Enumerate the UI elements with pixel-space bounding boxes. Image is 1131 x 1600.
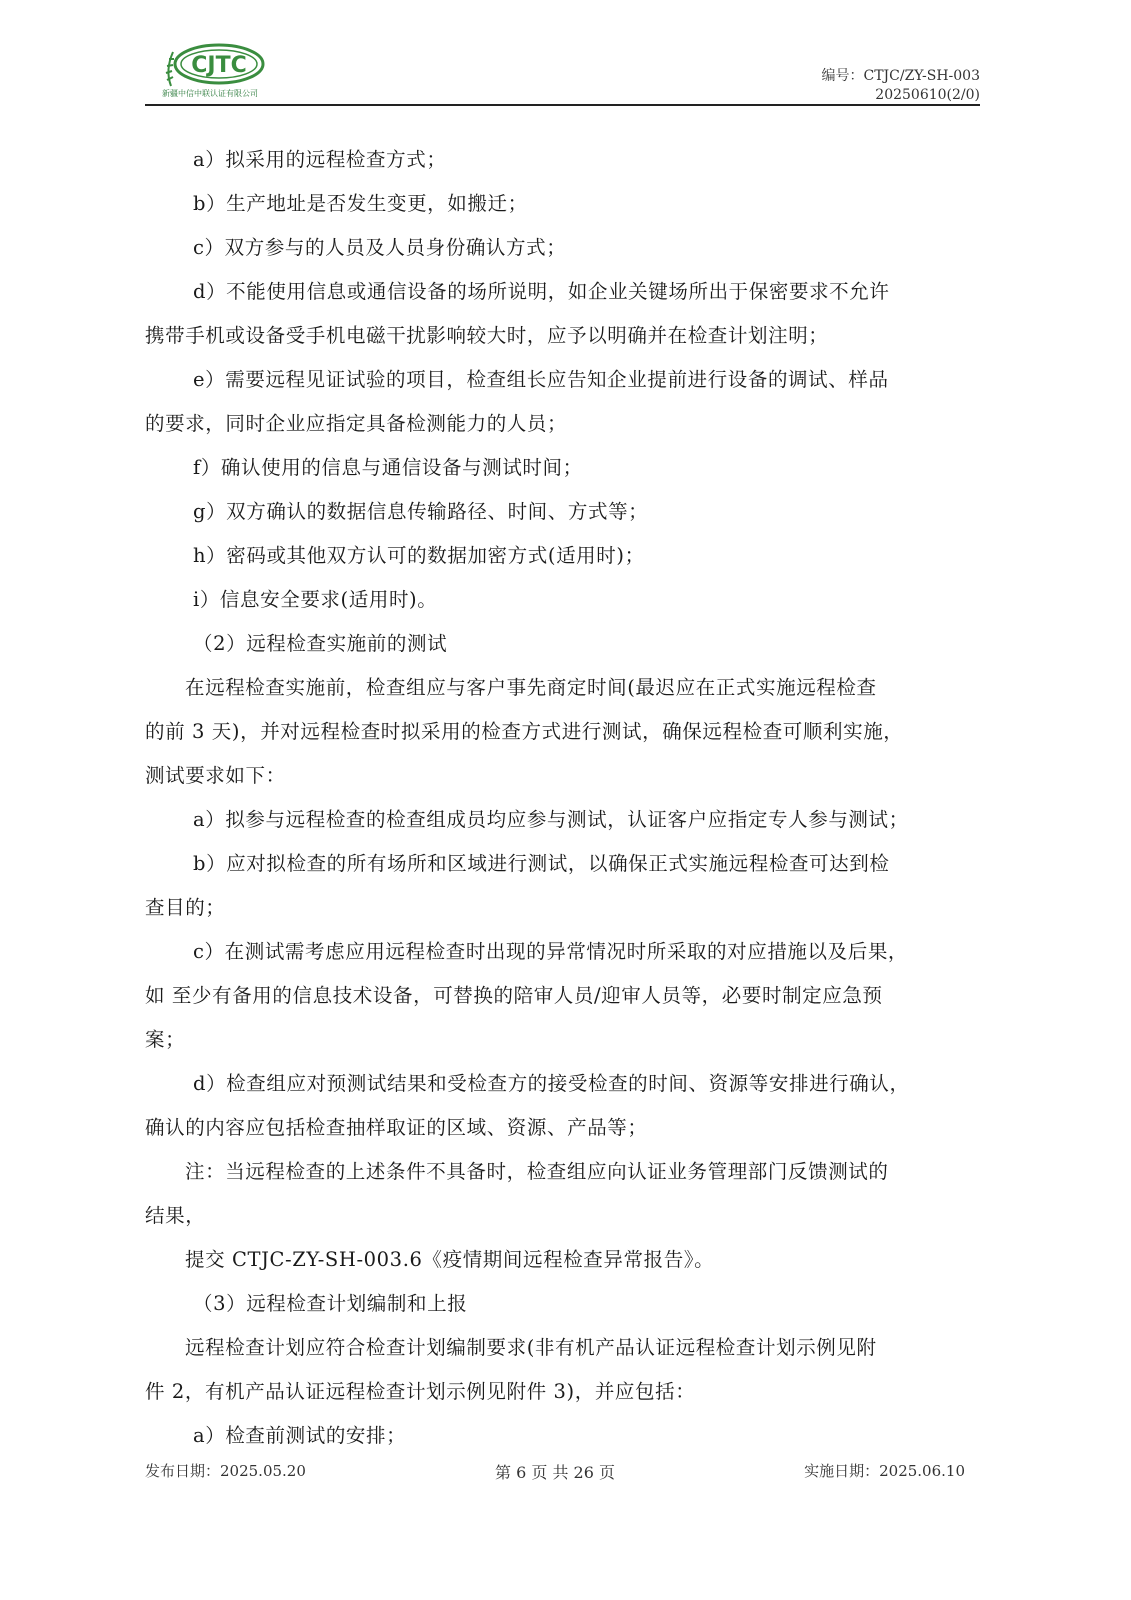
page-number: 第 6 页 共 26 页 [495,1463,615,1482]
document-version: 20250610(2/0) [875,87,980,103]
paragraph-line: 远程检查计划应符合检查计划编制要求(非有机产品认证远程检查计划示例见附 [185,1336,877,1359]
document-number: 编号：CTJC/ZY-SH-003 [821,68,980,84]
paragraph-line: 确认的内容应包括检查抽样取证的区域、资源、产品等； [145,1116,648,1139]
list-item: b）生产地址是否发生变更，如搬迁； [193,192,528,215]
list-item: f）确认使用的信息与通信设备与测试时间； [193,456,583,479]
paragraph-line: 结果， [145,1204,206,1227]
effective-date: 实施日期：2025.06.10 [804,1462,965,1480]
page-header [145,36,980,108]
note-line: 注：当远程检查的上述条件不具备时，检查组应向认证业务管理部门反馈测试的 [185,1160,889,1183]
logo-text: CJTC [191,53,247,78]
issue-date: 发布日期：2025.05.20 [145,1462,306,1480]
list-item: g）双方确认的数据信息传输路径、时间、方式等； [193,500,649,523]
paragraph-line: 的要求，同时企业应指定具备检测能力的人员； [145,412,568,435]
list-item: b）应对拟检查的所有场所和区域进行测试，以确保正式实施远程检查可达到检 [193,852,890,875]
list-item: a）拟参与远程检查的检查组成员均应参与测试，认证客户应指定专人参与测试； [193,808,909,831]
list-item: e）需要远程见证试验的项目，检查组长应告知企业提前进行设备的调试、样品 [193,368,889,391]
paragraph-line: 在远程检查实施前，检查组应与客户事先商定时间(最迟应在正式实施远程检查 [185,676,877,699]
section-heading: （3）远程检查计划编制和上报 [193,1292,468,1315]
list-item: i）信息安全要求(适用时)。 [193,588,438,611]
header-divider [145,104,980,106]
list-item: c）在测试需考虑应用远程检查时出现的异常情况时所采取的对应措施以及后果， [193,940,909,963]
paragraph-line: 案； [145,1028,186,1051]
paragraph-line: 的前 3 天)，并对远程检查时拟采用的检查方式进行测试，确保远程检查可顺利实施， [145,720,904,743]
paragraph-line: 查目的； [145,896,226,919]
logo-caption: 新疆中信中联认证有限公司 [162,89,258,98]
list-item: d）检查组应对预测试结果和受检查方的接受检查的时间、资源等安排进行确认， [193,1072,910,1095]
paragraph-line: 提交 CTJC-ZY-SH-003.6《疫情期间远程检查异常报告》。 [185,1248,715,1271]
list-item: c）双方参与的人员及人员身份确认方式； [193,236,567,259]
paragraph-line: 测试要求如下： [145,764,286,787]
list-item: a）检查前测试的安排； [193,1424,407,1447]
list-item: h）密码或其他双方认可的数据加密方式(适用时)； [193,544,645,567]
section-heading: （2）远程检查实施前的测试 [193,632,448,655]
list-item: a）拟采用的远程检查方式； [193,148,447,171]
list-item: d）不能使用信息或通信设备的场所说明，如企业关键场所出于保密要求不允许 [193,280,890,303]
page-footer [145,1460,965,1484]
body-text [145,138,965,1458]
paragraph-line: 件 2，有机产品认证远程检查计划示例见附件 3)，并应包括： [145,1380,696,1403]
paragraph-line: 如 至少有备用的信息技术设备，可替换的陪审人员/迎审人员等，必要时制定应急预 [145,984,883,1007]
paragraph-line: 携带手机或设备受手机电磁干扰影响较大时，应予以明确并在检查计划注明； [145,324,829,347]
